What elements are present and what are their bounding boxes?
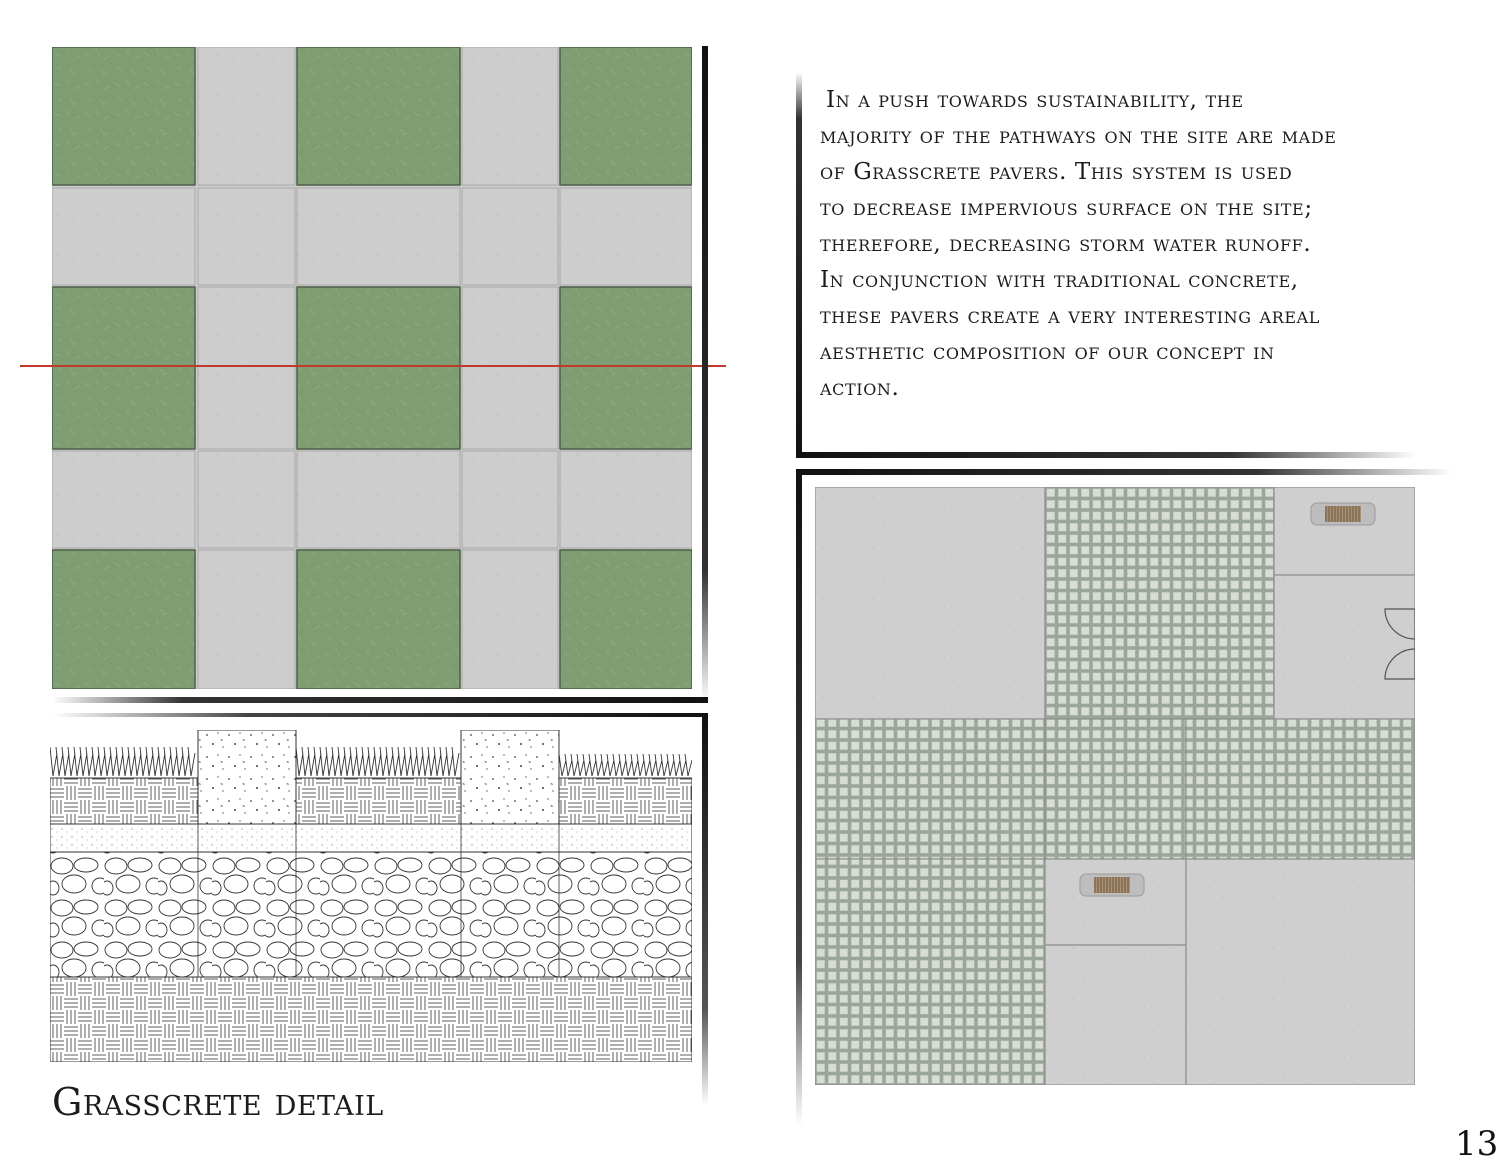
grass-blades	[50, 747, 195, 776]
concrete-cell	[52, 188, 195, 285]
concrete-cell	[198, 451, 295, 548]
concrete-cell	[198, 287, 295, 449]
concrete-cell	[462, 47, 558, 185]
grasscrete-paver-layer	[559, 778, 692, 824]
text-frame-left	[796, 72, 802, 458]
concrete-cell	[462, 451, 558, 548]
concrete-panel	[1045, 859, 1186, 945]
grasscrete-paver-layer	[50, 778, 198, 824]
concrete-cell	[462, 550, 558, 689]
grass-cell	[52, 287, 195, 449]
paragraph-line: majority of the pathways on the site are made	[820, 123, 1337, 149]
section-frame-top	[52, 713, 708, 717]
plan-frame-right	[702, 46, 708, 702]
grass-cell	[52, 47, 195, 185]
concrete-cell	[297, 451, 460, 548]
concrete-cell	[462, 287, 558, 449]
concrete-strip	[461, 730, 559, 824]
paragraph-line: to decrease impervious surface on the site;	[820, 195, 1313, 221]
grass-cell	[297, 550, 460, 689]
concrete-panel	[1045, 945, 1186, 1085]
sand-bedding-layer	[50, 824, 692, 852]
concrete-panel	[815, 487, 1045, 719]
detail-caption: Grasscrete detail	[52, 1080, 384, 1124]
concrete-panel	[1274, 487, 1415, 575]
page-number: 13	[1455, 1124, 1499, 1164]
grass-blades	[559, 754, 692, 776]
plan-frame-bottom	[52, 697, 708, 703]
description-text	[820, 82, 1460, 406]
paver-layout-plan	[815, 487, 1415, 1085]
gravel-base-layer	[50, 852, 692, 977]
grasscrete-paver-panel	[815, 719, 1045, 859]
grass-cell	[560, 47, 692, 185]
paragraph-line: In a push towards sustainability, the	[826, 87, 1244, 113]
concrete-cell	[198, 550, 295, 689]
compacted-subgrade-layer	[50, 977, 692, 1062]
plan2-frame-left	[796, 469, 802, 1125]
grass-cell	[297, 287, 460, 449]
paragraph-line: these pavers create a very interesting areal	[820, 303, 1321, 329]
trench-drain-icon	[1080, 874, 1144, 896]
concrete-panel	[1274, 575, 1415, 719]
concrete-panel	[1186, 859, 1415, 1085]
concrete-cell	[462, 188, 558, 285]
section-cut-extension-right	[692, 365, 726, 367]
grasscrete-paver-layer	[296, 778, 461, 824]
grass-cell	[52, 550, 195, 689]
paragraph-line: therefore, decreasing storm water runoff.	[820, 231, 1312, 257]
concrete-cell	[297, 188, 460, 285]
section-cut-extension-left	[20, 365, 52, 367]
grass-cell	[560, 287, 692, 449]
section-frame-right	[702, 716, 708, 1106]
grasscrete-paver-panel	[1045, 719, 1186, 859]
trench-drain-icon	[1311, 503, 1375, 525]
plan2-frame-top	[796, 469, 1452, 475]
concrete-cell	[198, 47, 295, 185]
grass-cell	[560, 550, 692, 689]
paragraph-line: aesthetic composition of our concept in	[820, 339, 1275, 365]
concrete-cell	[198, 188, 295, 285]
concrete-strip	[198, 730, 296, 824]
grasscrete-paver-panel	[815, 859, 1045, 1085]
concrete-cell	[560, 188, 692, 285]
paragraph-line: In conjunction with traditional concrete,	[820, 267, 1299, 293]
grasscrete-paver-panel	[1045, 487, 1274, 719]
grasscrete-section-detail	[50, 730, 692, 1062]
paragraph-line: action.	[820, 375, 900, 401]
grasscrete-plan-view	[52, 47, 692, 689]
paragraph-line: of Grasscrete pavers. This system is used	[820, 159, 1293, 185]
concrete-cell	[52, 451, 195, 548]
grass-cell	[297, 47, 460, 185]
text-frame-bottom	[796, 452, 1416, 458]
concrete-cell	[560, 451, 692, 548]
grasscrete-paver-panel	[1186, 719, 1415, 859]
grass-blades	[296, 747, 459, 776]
